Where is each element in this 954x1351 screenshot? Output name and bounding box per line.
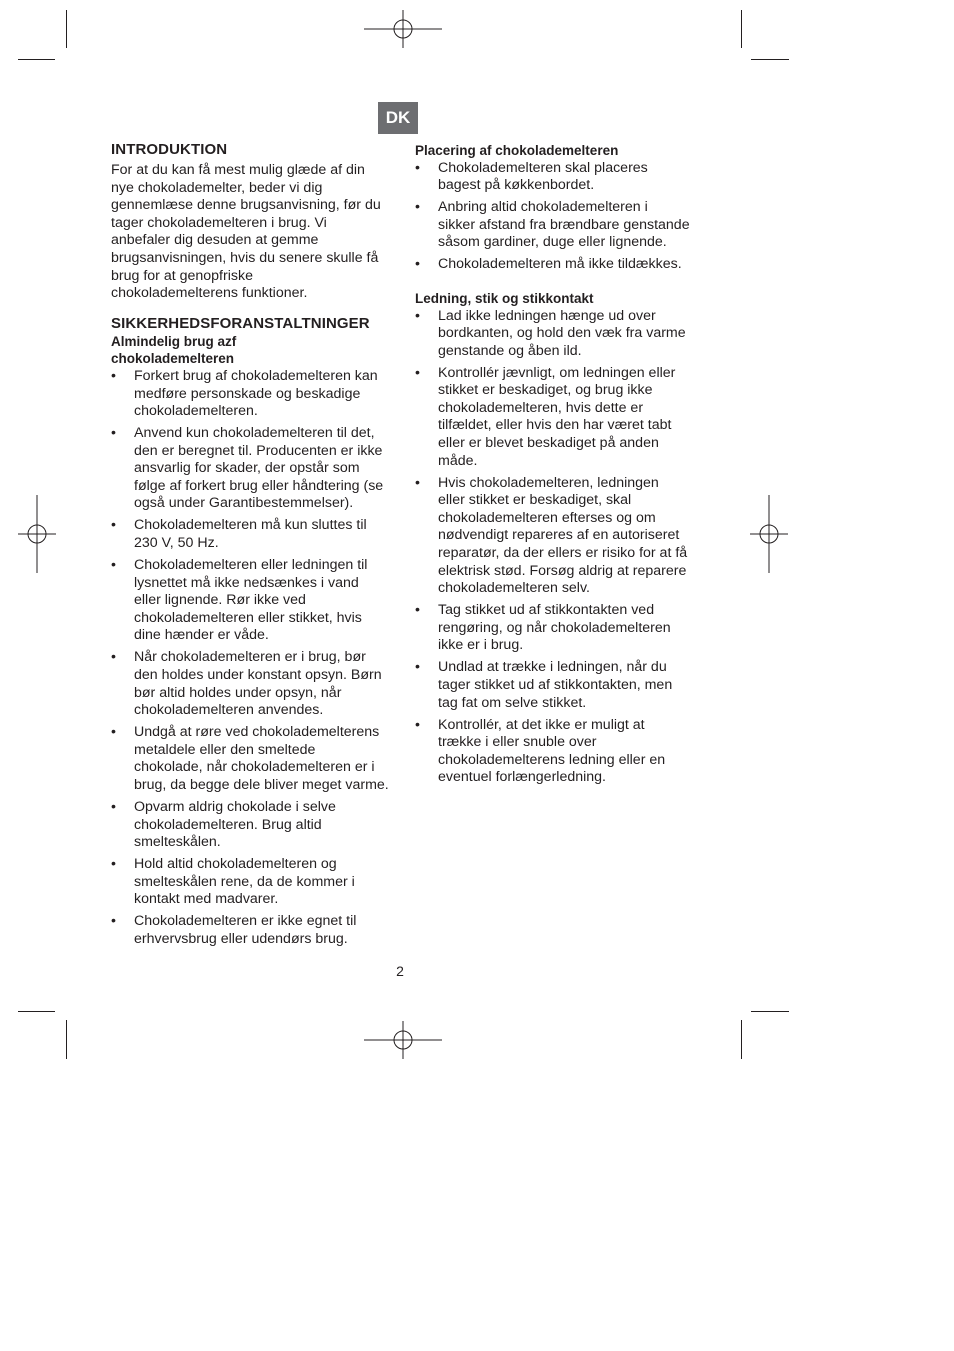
crop-mark: [751, 1011, 789, 1012]
list-item: • Tag stikket ud af stikkontakten ved rengøring, og når chokolademelteren ikke er i brug.: [415, 602, 671, 654]
right-column: [415, 140, 705, 791]
general-use-list: [111, 368, 397, 949]
list-item: • Anvend kun chokolademelteren til det, den er beregnet til. Producenten er ikke ansvarlig for skader, der opstår som følge af forkert brug eller håndtering (se også under Garantibestemmelser).: [111, 425, 384, 512]
list-item: • Chokolademelteren er ikke egnet til erhvervsbrug eller udendørs brug.: [111, 913, 357, 947]
introduction-text: For at du kan få mest mulig glæde af din nye chokolademelter, beder vi dig gennemlæse denne brugsanvisning, før du tager chokolademelteren i brug. Vi anbefaler dig desuden at gemme brugsanvisningen, hvis du senere skulle få brug for at genopfriske chokolademelterens funktioner.: [111, 162, 381, 302]
list-item: • Chokolademelteren eller ledningen til lysnettet må ikke nedsænkes i vand eller lignende. Rør ikke ved chokolademelteren eller stikket, hvis dine hænder er våde.: [111, 557, 368, 644]
introduction-heading: INTRODUKTION: [111, 141, 228, 158]
safety-heading: SIKKERHEDSFORANSTALTNINGER: [111, 314, 370, 332]
list-item: • Lad ikke ledningen hænge ud over bordkanten, og hold den væk fra varme genstande og åben ild.: [415, 307, 686, 359]
list-item: • Kontrollér, at det ikke er muligt at trække i eller snuble over chokolademelterens ledning eller en eventuel forlængerledning.: [415, 716, 666, 786]
list-item: • Opvarm aldrig chokolade i selve chokolademelteren. Brug altid smelteskålen.: [111, 798, 336, 851]
list-item: • Undlad at trække i ledningen, når du tager stikket ud af stikkontakten, men tag fat om selve stikket.: [415, 659, 673, 711]
crop-mark: [66, 10, 67, 48]
list-item: • Forkert brug af chokolademelteren kan medføre personskade og beskadige chokolademelteren.: [111, 367, 378, 420]
crop-mark: [18, 59, 55, 60]
crop-mark: [66, 1020, 67, 1059]
list-item: • Kontrollér jævnligt, om ledningen eller stikket er beskadiget, og brug ikke chokolademelteren, hvis dette er tilfældet, eller hvis den har været tabt eller er blevet beskadiget på anden måde.: [415, 364, 676, 469]
cord-subheading: Ledning, stik og stikkontakt: [415, 290, 594, 306]
page-number: 2: [396, 963, 404, 979]
general-use-subheading: Almindelig brug azf chokolademelteren: [111, 333, 237, 367]
left-column: [111, 140, 397, 953]
crop-mark: [741, 1020, 742, 1059]
registration-mark-icon: [18, 495, 56, 573]
list-item: • Chokolademelteren må kun sluttes til 230 V, 50 Hz.: [111, 517, 367, 552]
crop-mark: [751, 59, 789, 60]
crop-mark: [18, 1011, 55, 1012]
list-item: • Anbring altid chokolademelteren i sikker afstand fra brændbare genstande såsom gardiner, duge eller lignende.: [415, 199, 690, 251]
registration-mark-icon: [750, 495, 788, 573]
registration-mark-icon: [364, 10, 442, 48]
placement-subheading: Placering af chokolademelteren: [415, 143, 619, 158]
cord-list: [415, 308, 705, 787]
placement-list: [415, 160, 705, 274]
language-badge: DK: [378, 102, 418, 134]
list-item: • Undgå at røre ved chokolademelterens metaldele eller den smeltede chokolade, når chokolademelteren er i brug, da begge dele bliver meget varme.: [111, 724, 389, 793]
list-item: • Når chokolademelteren er i brug, bør den holdes under konstant opsyn. Børn bør altid holdes under opsyn, når chokolademelteren anvendes.: [111, 649, 382, 719]
crop-mark: [741, 10, 742, 48]
registration-mark-icon: [364, 1021, 442, 1059]
list-item: • Hvis chokolademelteren, ledningen eller stikket er beskadiget, skal chokolademelteren efterses og om nødvendigt repareres af en autoriseret reparatør, da der ellers er risiko for at få elektrisk stød. Forsøg aldrig at reparere chokolademelteren selv.: [415, 474, 688, 597]
list-item: • Hold altid chokolademelteren og smelteskålen rene, da de kommer i kontakt med madvarer.: [111, 856, 355, 908]
list-item: • Chokolademelteren skal placeres bagest på køkkenbordet.: [415, 159, 648, 194]
list-item: • Chokolademelteren må ikke tildækkes.: [415, 256, 682, 273]
